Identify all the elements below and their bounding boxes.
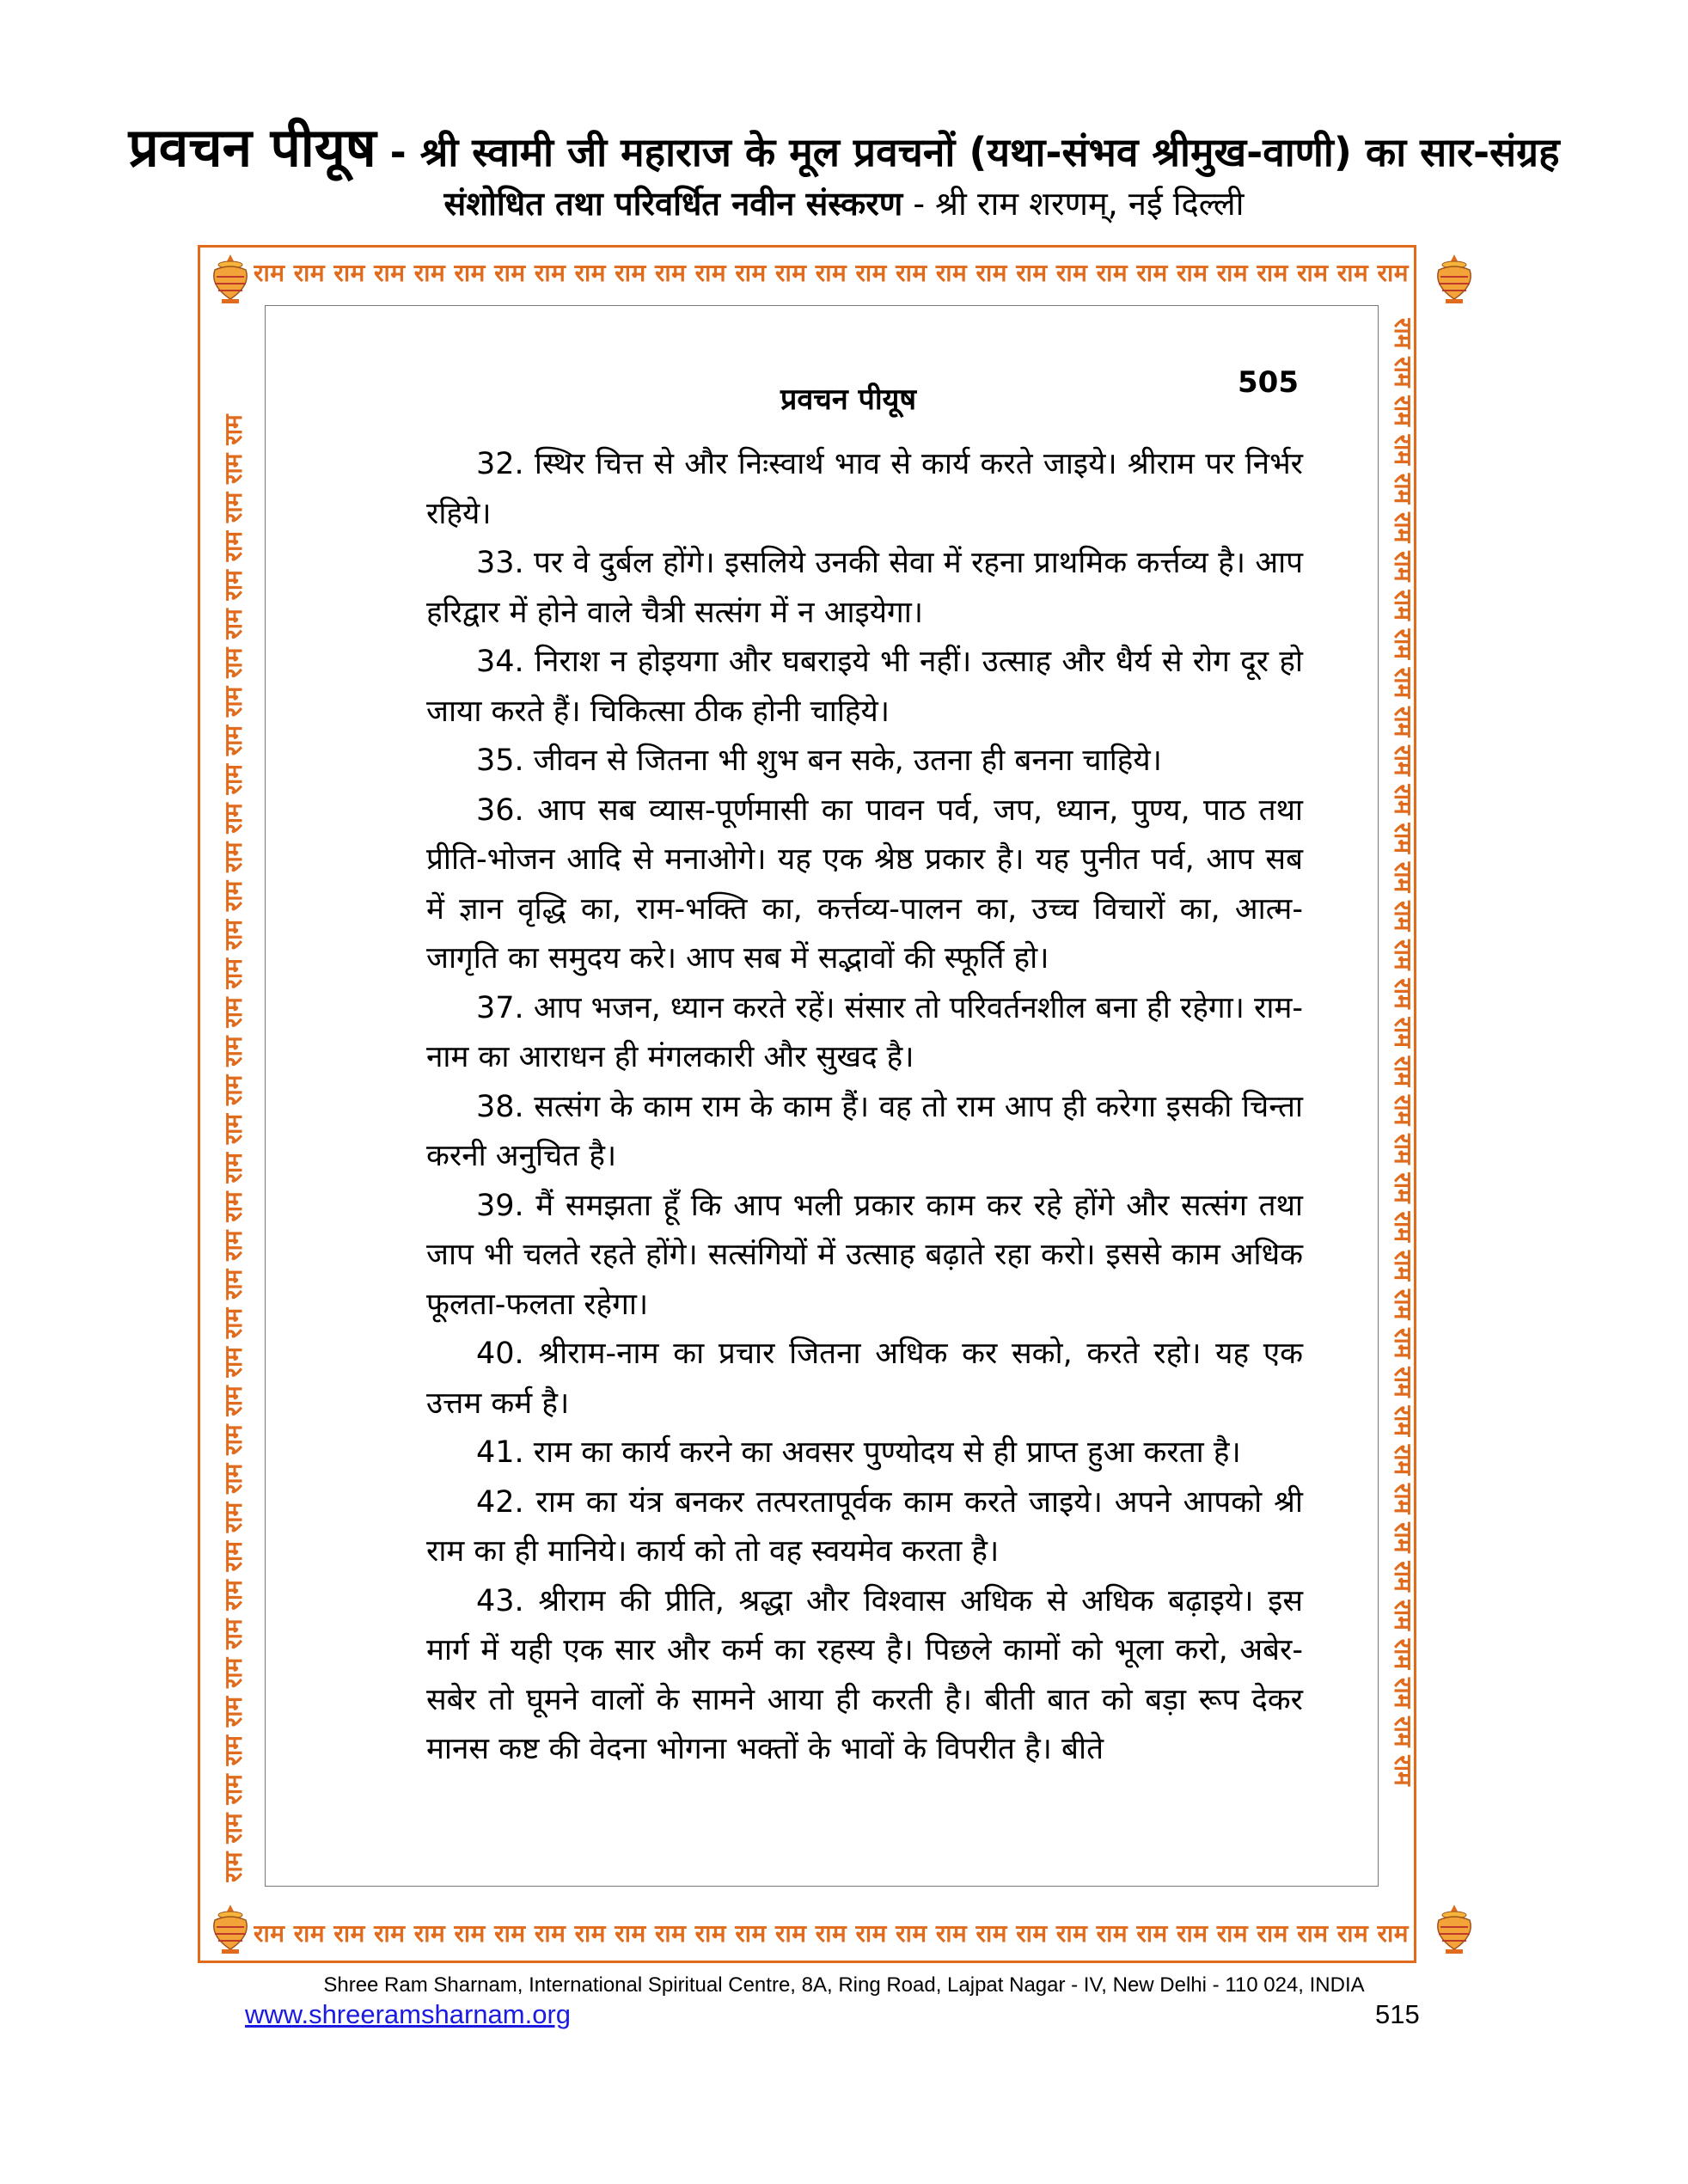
paragraph-32: 32. स्थिर चित्त से और निःस्वार्थ भाव से कार्य करते जाइये। श्रीराम पर निर्भर रहिये। [426, 447, 1303, 531]
book-subtitle: - श्री स्वामी जी महाराज के मूल प्रवचनों (यथा-संभव श्रीमुख-वाणी) का सार-संग्रह [389, 129, 1560, 175]
paragraph-33: 33. पर वे दुर्बल होंगे। इसलिये उनकी सेवा में रहना प्राथमिक कर्त्तव्य है। आप हरिद्वार में होने वाले चैत्री सत्संग में न आइयेगा। [426, 546, 1303, 630]
paragraph-39: 39. मैं समझता हूँ कि आप भली प्रकार काम कर रहे होंगे और सत्संग तथा जाप भी चलते रहते होंगे। सत्संगियों में उत्साह बढ़ाते रहा करो। इससे काम अधिक फूलता-फलता रहेगा। [426, 1188, 1303, 1322]
paragraph-41: 41. राम का कार्य करने का अवसर पुण्योदय से ही प्राप्त हुआ करता है। [476, 1435, 1241, 1470]
paragraph-34: 34. निराश न होइयगा और घबराइये भी नहीं। उत्साह और धैर्य से रोग दूर हो जाया करते हैं। चिकित्सा ठीक होनी चाहिये। [426, 645, 1303, 729]
paragraph-40: 40. श्रीराम-नाम का प्रचार जितना अधिक कर सको, करते रहो। यह एक उत्तम कर्म है। [426, 1337, 1303, 1421]
kalash-corner-icon [203, 251, 258, 306]
book-page-number: 505 [1238, 365, 1299, 400]
kalash-corner-icon [1427, 1901, 1482, 1956]
paragraph-38: 38. सत्संग के काम राम के काम हैं। वह तो राम आप ही करेगा इसकी चिन्ता करनी अनुचित है। [426, 1089, 1303, 1173]
paragraph-43: 43. श्रीराम की प्रीति, श्रद्धा और विश्वास अधिक से अधिक बढ़ाइये। इस मार्ग में यही एक सार और कर्म का रहस्य है। पिछले कामों को भूला करो, अबेर-सबेर तो घूमने वालों के सामने आया ही करती है। बीती बात को बड़ा रूप देकर मानस कष्ट की वेदना भोगना भक्तों के भावों के विपरीत है। बीते [426, 1583, 1303, 1766]
kalash-corner-icon [203, 1901, 258, 1956]
website-link[interactable]: www.shreeramsharnam.org [245, 1999, 572, 2029]
border-top-ram-text: राम राम राम राम राम राम राम राम राम राम राम राम राम राम राम राम राम राम राम राम राम राम राम राम राम राम राम राम राम [254, 259, 1409, 287]
border-bottom-ram-text: राम राम राम राम राम राम राम राम राम राम राम राम राम राम राम राम राम राम राम राम राम राम राम राम राम राम राम राम राम [254, 1919, 1409, 1948]
page-body [426, 440, 1303, 1775]
book-title: प्रवचन पीयूष [128, 116, 376, 179]
document-header [0, 110, 1688, 182]
border-right-ram-text: राम राम राम राम राम राम राम राम राम राम राम राम राम राम राम राम राम राम राम राम राम राम राम राम राम राम राम राम राम राम राम राम राम राम राम राम राम राम [1389, 318, 1417, 1786]
border-left-ram-text: राम राम राम राम राम राम राम राम राम राम राम राम राम राम राम राम राम राम राम राम राम राम राम राम राम राम राम राम राम राम राम राम राम राम राम राम राम राम [219, 414, 248, 1882]
paragraph-35: 35. जीवन से जितना भी शुभ बन सके, उतना ही बनना चाहिये। [476, 743, 1162, 778]
publisher-line: - श्री राम शरणम्, नई दिल्ली [902, 185, 1245, 223]
paragraph-36: 36. आप सब व्यास-पूर्णमासी का पावन पर्व, जप, ध्यान, पुण्य, पाठ तथा प्रीति-भोजन आदि से मनाओगे। यह एक श्रेष्ठ प्रकार है। यह पुनीत पर्व, आप सब में ज्ञान वृद्धि का, राम-भक्ति का, कर्त्तव्य-पालन का, उच्च विचारों का, आत्म-जागृति का समुदय करे। आप सब में सद्भावों की स्फूर्ति हो। [426, 792, 1303, 976]
footer-address: Shree Ram Sharnam, International Spiritual Centre, 8A, Ring Road, Lajpat Nagar - IV, New Delhi - 110 024, INDIA [323, 1973, 1365, 1997]
running-head: प्रवचन पीयूष [780, 382, 917, 417]
kalash-corner-icon [1427, 251, 1482, 306]
edition-label: संशोधित तथा परिवर्धित नवीन संस्करण [443, 185, 903, 223]
paragraph-37: 37. आप भजन, ध्यान करते रहें। संसार तो परिवर्तनशील बना ही रहेगा। राम-नाम का आराधन ही मंगलकारी और सुखद है। [426, 990, 1303, 1074]
edition-line [0, 180, 1688, 225]
paragraph-42: 42. राम का यंत्र बनकर तत्परतापूर्वक काम करते जाइये। अपने आपको श्री राम का ही मानिये। कार्य को तो वह स्वयमेव करता है। [426, 1484, 1303, 1569]
pdf-page-number: 515 [1375, 1999, 1420, 2029]
